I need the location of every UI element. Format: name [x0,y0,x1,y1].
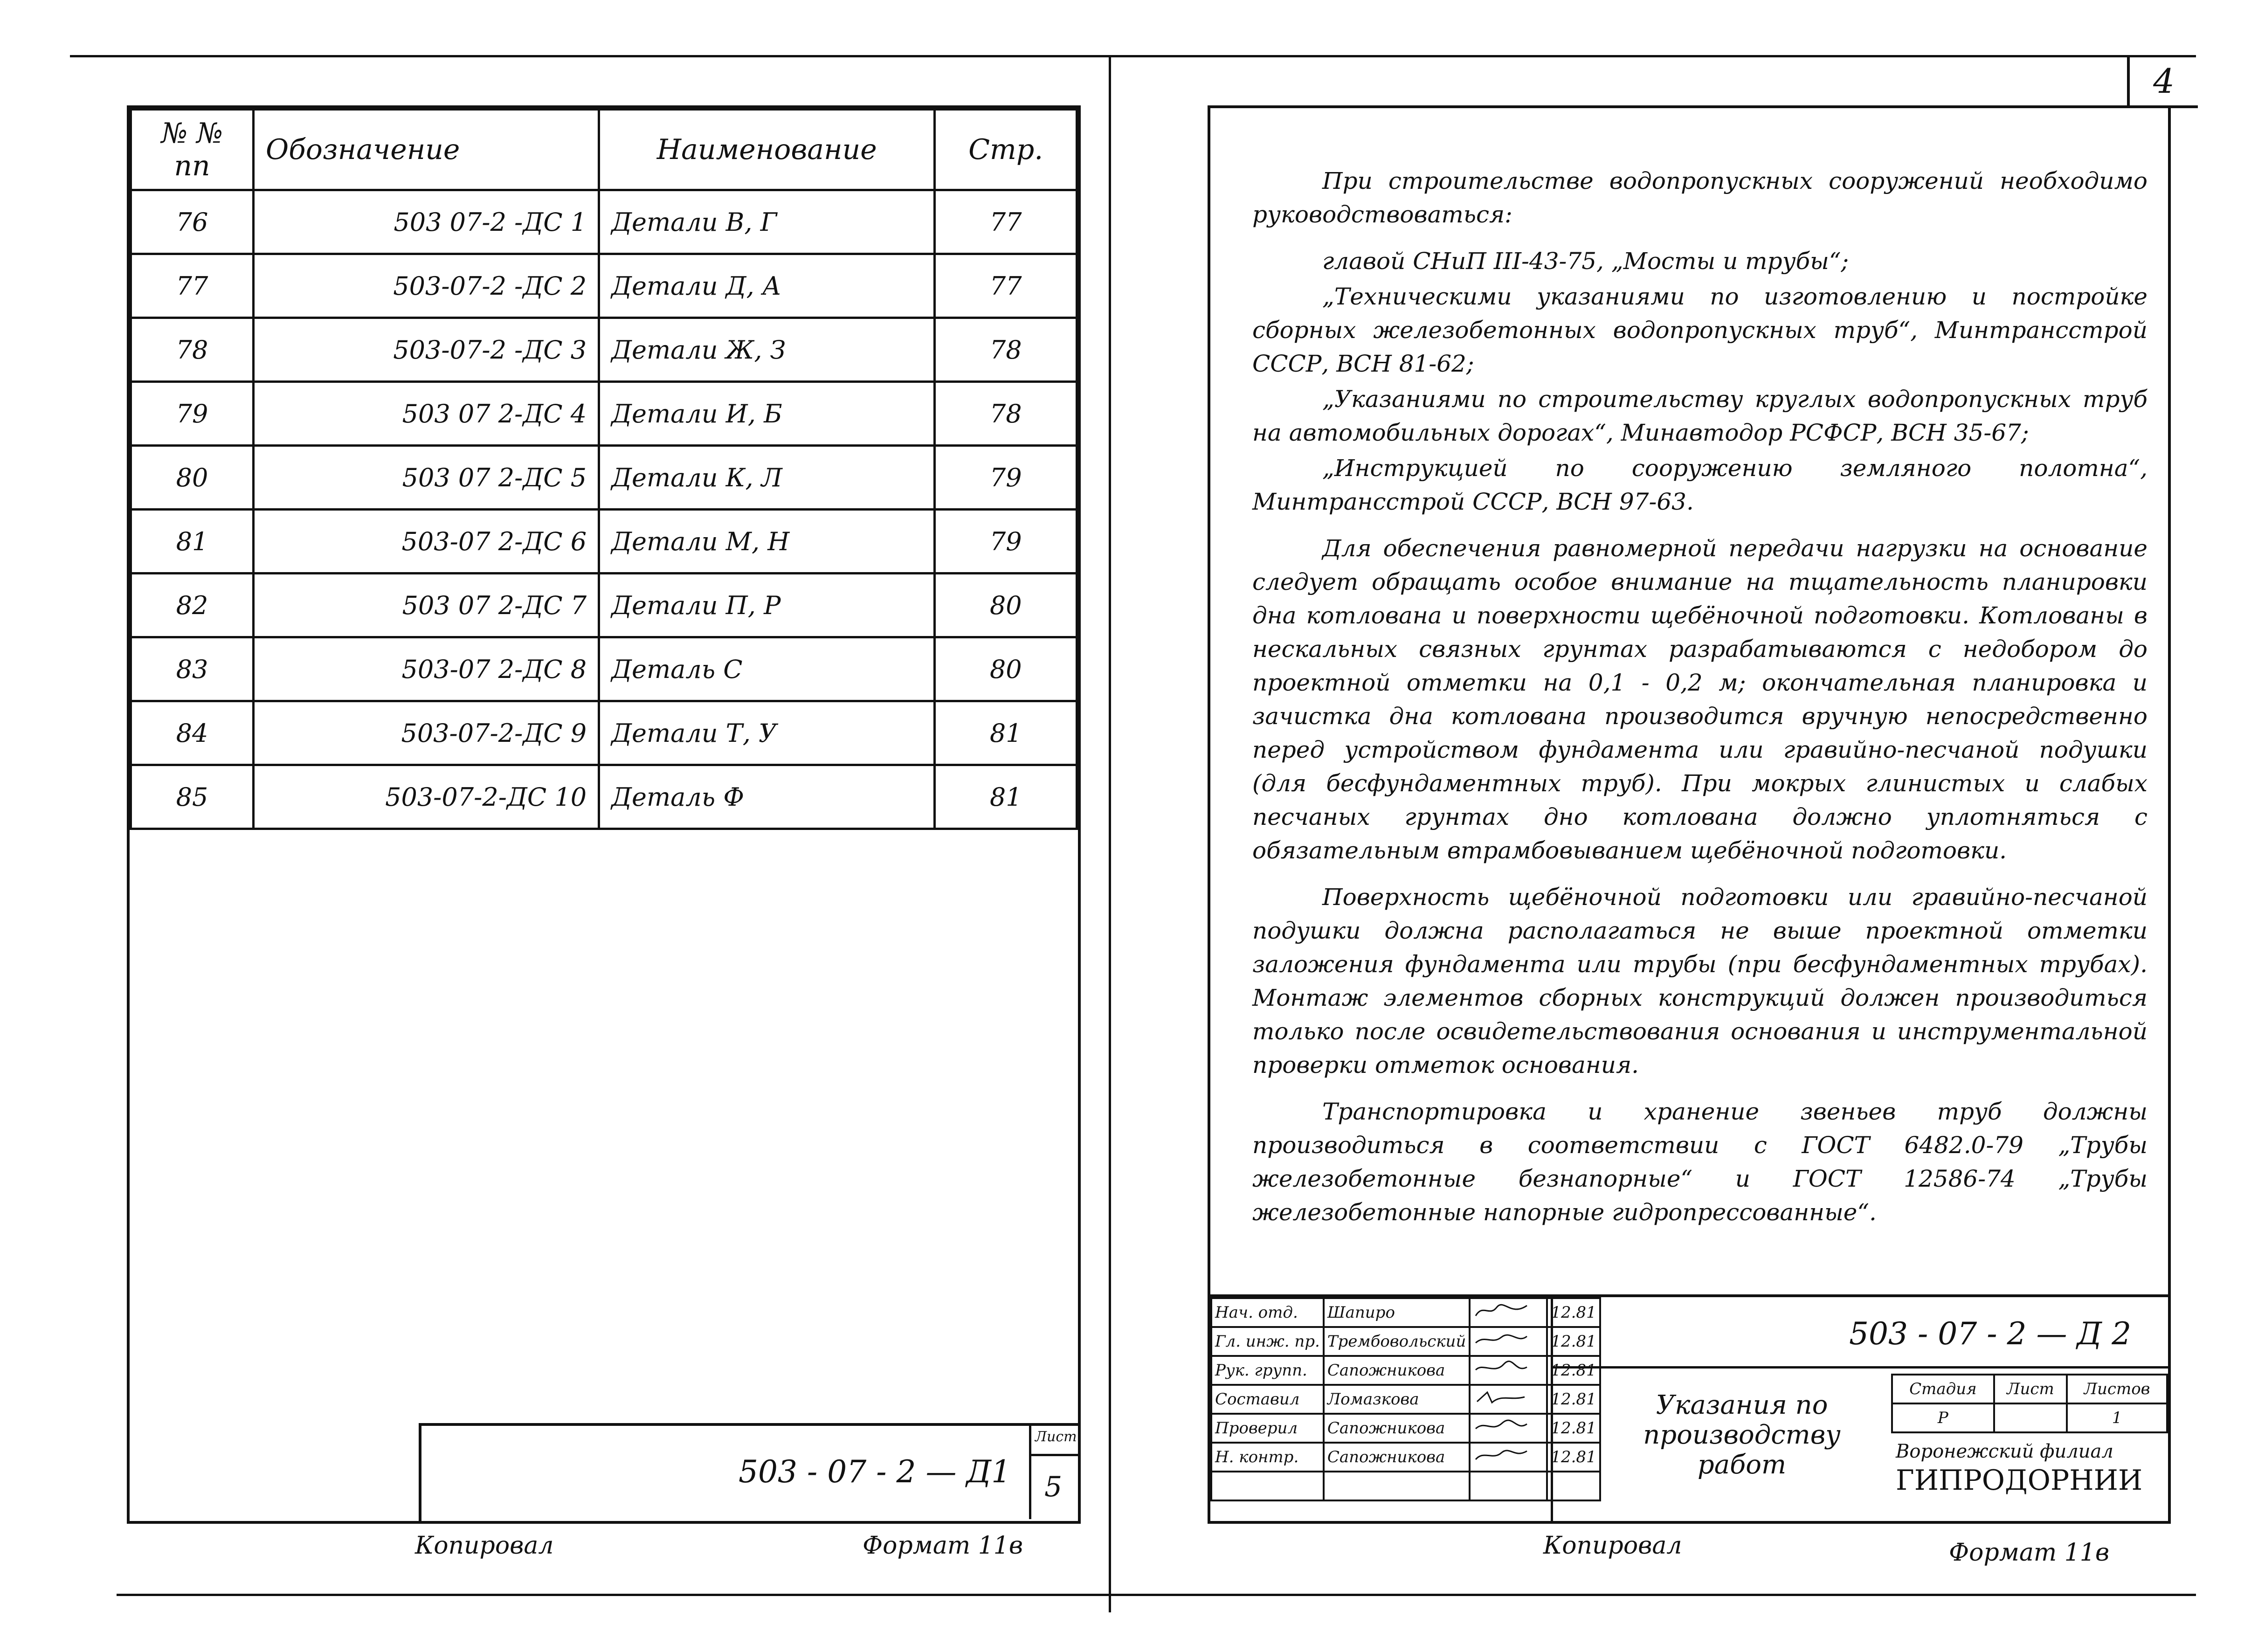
paragraph: Для обеспечения равномерной передачи нагрузки на основание следует обращать особое внимание на тщательность планировки дна котлована и поверхности щебёночной подготовки. Котлованы в нескальных связных грунтах разрабатываются с недобором до проектной отметки на 0,1 - 0,2 м; окончательная планировка и зачистка дна котлована производится вручную непосредственно перед устройством фундамента или гравийно-песчаной подушки (для бесфундаментных труб). При мокрых глинистых и слабых песчаных грунтах дно котлована должно уплотняться с обязательным втрамбовыванием щебёночной подготовки. [1252,535,2148,864]
signature-row [1211,1356,1600,1385]
sign-name: Сапожникова [1324,1443,1470,1472]
left-sheet-box [1029,1426,1078,1519]
row-no: 80 [131,446,254,510]
table-row [131,637,1077,701]
sign-date: 12.81 [1547,1385,1600,1414]
bottom-rule [117,1594,2196,1596]
sign-role: Нач. отд. [1211,1298,1324,1327]
stage-header: Стадия [1892,1375,1994,1403]
sheet-header: Лист [1994,1375,2067,1403]
right-doc-code: 503 - 07 - 2 — Д 2 [1849,1316,2132,1352]
table-row [131,318,1077,382]
paragraph: „Указаниями по строительству круглых водопропускных труб на автомобильных дорогах“, Минавтодор РСФСР, ВСН 35-67; [1252,386,2148,446]
table-row [131,701,1077,765]
row-code: 503-07 2-ДС 8 [253,637,599,701]
top-rule [70,55,2196,57]
table-row [131,446,1077,510]
right-sheet [1208,105,2171,1524]
left-copied-label: Копировал [415,1532,554,1560]
page-number: 4 [2127,57,2198,108]
row-code: 503 07 2-ДС 7 [253,574,599,637]
row-no: 79 [131,382,254,446]
table-row [131,765,1077,829]
row-code: 503-07-2-ДС 9 [253,701,599,765]
left-doc-code: 503 - 07 - 2 — Д1 [739,1454,1011,1490]
sign-name: Ломазкова [1324,1385,1470,1414]
contents-table [130,108,1078,830]
right-title-block [1210,1294,2168,1521]
sign-date: 12.81 [1547,1298,1600,1327]
row-code: 503 07-2 -ДС 1 [253,190,599,254]
signature-row [1211,1327,1600,1356]
row-name: Деталь С [599,637,935,701]
row-code: 503-07 2-ДС 6 [253,510,599,574]
row-name: Детали И, Б [599,382,935,446]
stage-table [1891,1374,2168,1433]
row-page: 79 [935,446,1077,510]
organization-name [1896,1437,2142,1495]
right-copied-label: Копировал [1543,1532,1682,1560]
organization-line-2: ГИПРОДОРНИИ [1896,1464,2143,1497]
signature-row-empty [1211,1472,1600,1500]
paragraph: При строительстве водопропускных сооружений необходимо руководствоваться: [1252,167,2148,228]
row-no: 83 [131,637,254,701]
row-code: 503-07-2-ДС 10 [253,765,599,829]
stage-value-row [1892,1403,2167,1432]
col-header-no: № № пп [131,110,254,190]
paragraph: главой СНиП III-43-75, „Мосты и трубы“; [1322,248,1849,275]
stage-header-row [1892,1375,2167,1403]
sign-name: Сапожникова [1324,1414,1470,1443]
table-row [131,574,1077,637]
signature-mark [1470,1356,1547,1385]
sign-name: Трембовольский [1324,1327,1470,1356]
row-code: 503 07 2-ДС 4 [253,382,599,446]
row-page: 77 [935,254,1077,318]
table-row [131,254,1077,318]
center-fold-line [1109,55,1111,1612]
sheets-header: Листов [2067,1375,2167,1403]
stage-value: Р [1892,1403,1994,1432]
row-page: 80 [935,574,1077,637]
col-header-name: Наименование [599,110,935,190]
signature-mark [1470,1385,1547,1414]
sign-role: Гл. инж. пр. [1211,1327,1324,1356]
sign-name: Шапиро [1324,1298,1470,1327]
row-code: 503 07 2-ДС 5 [253,446,599,510]
col-header-code: Обозначение [253,110,599,190]
left-sheet-label: Лист [1035,1429,1077,1445]
right-format-label: Формат 11в [1949,1539,2110,1567]
row-name: Детали К, Л [599,446,935,510]
signature-row [1211,1298,1600,1327]
row-page: 78 [935,318,1077,382]
table-header-row [131,110,1077,190]
left-sheet-box-divider [1031,1454,1078,1456]
col-header-page: Стр. [935,110,1077,190]
row-name: Детали М, Н [599,510,935,574]
row-code: 503-07-2 -ДС 2 [253,254,599,318]
row-no: 78 [131,318,254,382]
paragraph: „Техническими указаниями по изготовлению и постройке сборных железобетонных водопропускных труб“, Минтрансстрой СССР, ВСН 81-62; [1252,283,2148,377]
document-title: Указания по производству работ [1643,1390,1841,1480]
sign-role: Проверил [1211,1414,1324,1443]
sign-date: 12.81 [1547,1327,1600,1356]
organization-line-1: Воронежский филиал [1896,1441,2113,1462]
signature-row [1211,1385,1600,1414]
row-no: 81 [131,510,254,574]
paragraph: „Инструкцией по сооружению земляного полотна“, Минтрансстрой СССР, ВСН 97-63. [1252,455,2148,515]
signature-table [1210,1297,1601,1501]
row-no: 77 [131,254,254,318]
row-name: Детали Т, У [599,701,935,765]
title-block-divider-h [1551,1366,2168,1369]
row-page: 81 [935,701,1077,765]
signature-mark [1470,1414,1547,1443]
sign-date: 12.81 [1547,1443,1600,1472]
table-row [131,510,1077,574]
sign-role: Н. контр. [1211,1443,1324,1472]
table-row [131,382,1077,446]
row-no: 85 [131,765,254,829]
row-no: 76 [131,190,254,254]
signature-row [1211,1414,1600,1443]
paragraph: Поверхность щебёночной подготовки или гравийно-песчаной подушки должна располагаться не выше проектной отметки заложения фундамента или трубы (при бесфундаментных трубах). Монтаж элементов сборных конструкций должен производиться только после освидетельствования основания и инструментальной проверки отметок основания. [1252,884,2148,1078]
row-page: 79 [935,510,1077,574]
instructions-text [1252,164,2148,1242]
row-page: 81 [935,765,1077,829]
row-name: Детали П, Р [599,574,935,637]
row-name: Детали Д, А [599,254,935,318]
row-name: Детали В, Г [599,190,935,254]
signature-mark [1470,1327,1547,1356]
row-page: 78 [935,382,1077,446]
sheet-value [1994,1403,2067,1432]
sign-date: 12.81 [1547,1356,1600,1385]
sign-date: 12.81 [1547,1414,1600,1443]
sign-name: Сапожникова [1324,1356,1470,1385]
table-row [131,190,1077,254]
left-sheet-number: 5 [1044,1471,1063,1503]
left-format-label: Формат 11в [863,1532,1023,1560]
row-name: Детали Ж, З [599,318,935,382]
row-name: Деталь Ф [599,765,935,829]
title-block-divider-v [1551,1297,1553,1521]
sheets-value: 1 [2067,1403,2167,1432]
sign-role: Составил [1211,1385,1324,1414]
sign-role: Рук. групп. [1211,1356,1324,1385]
left-title-block [419,1423,1078,1521]
row-page: 77 [935,190,1077,254]
row-code: 503-07-2 -ДС 3 [253,318,599,382]
signature-mark [1470,1443,1547,1472]
row-no: 82 [131,574,254,637]
signature-mark [1470,1298,1547,1327]
paragraph: Транспортировка и хранение звеньев труб должны производиться в соответствии с ГОСТ 6482.0-79 „Трубы железобетонные безнапорные“ и ГОСТ 12586-74 „Трубы железобетонные напорные гидропрессованные“. [1252,1098,2148,1226]
signature-row [1211,1443,1600,1472]
row-no: 84 [131,701,254,765]
row-page: 80 [935,637,1077,701]
left-sheet [127,105,1081,1524]
